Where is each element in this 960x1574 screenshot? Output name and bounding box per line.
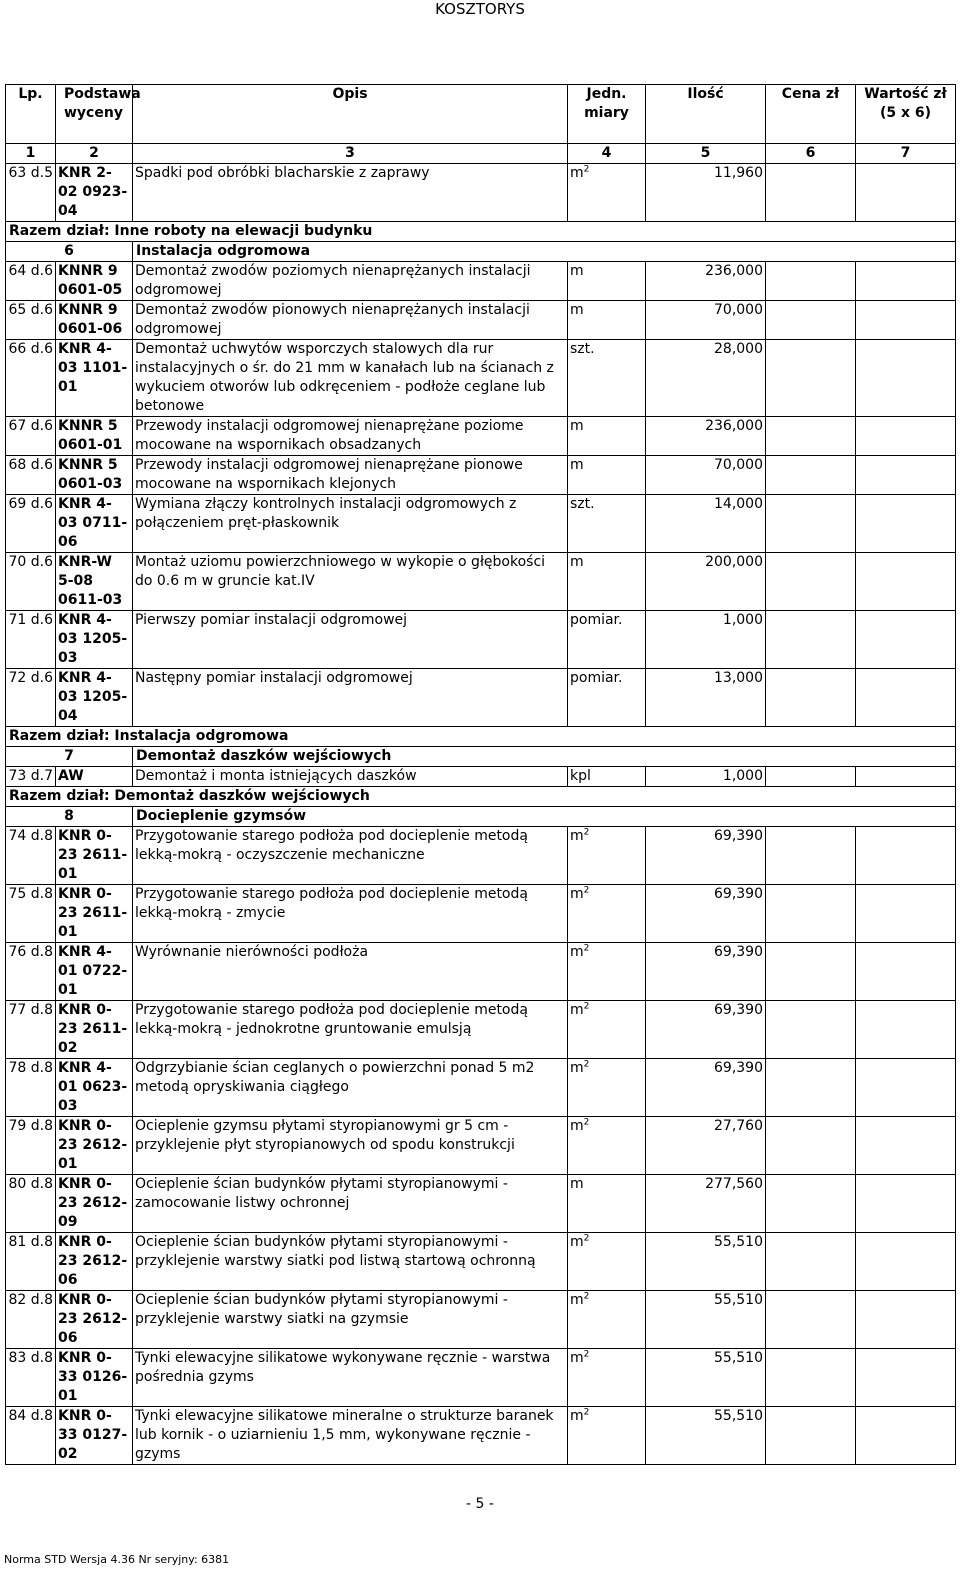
section-title: Demontaż daszków wejściowych (133, 747, 956, 767)
page-title: KOSZTORYS (435, 0, 525, 18)
item-quantity: 70,000 (646, 301, 766, 340)
section-total-label: Razem dział: Inne roboty na elewacji budynku (6, 222, 956, 242)
header-unit: Jedn. miary (568, 85, 646, 144)
cost-estimate-table (5, 84, 956, 1465)
item-unit: kpl (568, 767, 646, 787)
item-quantity: 200,000 (646, 553, 766, 611)
item-quantity: 1,000 (646, 767, 766, 787)
item-description: Przewody instalacji odgromowej nienaprężane pionowe mocowane na wspornikach klejonych (133, 456, 568, 495)
item-lp: 64 d.6 (6, 262, 56, 301)
item-unit: $m^2$ (568, 943, 646, 1001)
item-unit: $m^2$ (568, 164, 646, 222)
table-row (6, 1059, 956, 1117)
item-description: Przygotowanie starego podłoża pod docieplenie metodą lekką-mokrą - oczyszczenie mechaniczne (133, 827, 568, 885)
table-row (6, 262, 956, 301)
item-price (766, 1117, 856, 1175)
item-quantity: 69,390 (646, 885, 766, 943)
col-number: 3 (133, 144, 568, 164)
item-price (766, 611, 856, 669)
table-row (6, 611, 956, 669)
item-value (856, 456, 956, 495)
item-unit: $m^2$ (568, 1349, 646, 1407)
item-basis: KNNR 5 0601-01 (56, 417, 133, 456)
item-description: Demontaż i monta istniejących daszków (133, 767, 568, 787)
item-unit: $m^2$ (568, 1001, 646, 1059)
item-description: Wymiana złączy kontrolnych instalacji odgromowych z połączeniem pręt-płaskownik (133, 495, 568, 553)
table-row (6, 456, 956, 495)
table-row (6, 553, 956, 611)
header-row (6, 85, 956, 144)
item-lp: 70 d.6 (6, 553, 56, 611)
section-title: Instalacja odgromowa (133, 242, 956, 262)
section-title: Docieplenie gzymsów (133, 807, 956, 827)
item-description: Następny pomiar instalacji odgromowej (133, 669, 568, 727)
item-quantity: 13,000 (646, 669, 766, 727)
item-price (766, 767, 856, 787)
item-basis: KNR 4-03 1205-03 (56, 611, 133, 669)
item-quantity: 27,760 (646, 1117, 766, 1175)
item-basis: KNR 4-03 1205-04 (56, 669, 133, 727)
item-unit: m (568, 301, 646, 340)
section-total-label: Razem dział: Demontaż daszków wejściowych (6, 787, 956, 807)
item-lp: 72 d.6 (6, 669, 56, 727)
item-value (856, 1349, 956, 1407)
item-value (856, 340, 956, 417)
col-number: 5 (646, 144, 766, 164)
table-row (6, 164, 956, 222)
item-description: Ocieplenie ścian budynków płytami styropianowymi - przyklejenie warstwy siatki na gzymsie (133, 1291, 568, 1349)
item-description: Demontaż uchwytów wsporczych stalowych dla rur instalacyjnych o śr. do 21 mm w kanałach lub na ścianach z wykuciem otworów lub odkręceniem - podłoże ceglane lub betonowe (133, 340, 568, 417)
header-value: Wartość zł (5 x 6) (856, 85, 956, 144)
item-unit: szt. (568, 340, 646, 417)
table-row (6, 301, 956, 340)
item-value (856, 827, 956, 885)
item-price (766, 1291, 856, 1349)
item-description: Tynki elewacyjne silikatowe wykonywane ręcznie - warstwa pośrednia gzyms (133, 1349, 568, 1407)
item-basis: KNR 0-23 2612-01 (56, 1117, 133, 1175)
item-value (856, 1291, 956, 1349)
item-lp: 67 d.6 (6, 417, 56, 456)
item-price (766, 1407, 856, 1465)
item-basis: KNNR 5 0601-03 (56, 456, 133, 495)
item-description: Przygotowanie starego podłoża pod docieplenie metodą lekką-mokrą - jednokrotne gruntowanie emulsją (133, 1001, 568, 1059)
item-unit: $m^2$ (568, 1117, 646, 1175)
table-row (6, 1291, 956, 1349)
item-price (766, 1175, 856, 1233)
col-number: 1 (6, 144, 56, 164)
item-quantity: 236,000 (646, 417, 766, 456)
section-total-row (6, 727, 956, 747)
item-quantity: 277,560 (646, 1175, 766, 1233)
item-price (766, 885, 856, 943)
item-basis: KNR 4-03 1101-01 (56, 340, 133, 417)
item-price (766, 1059, 856, 1117)
table-row (6, 669, 956, 727)
col-number: 6 (766, 144, 856, 164)
item-unit: $m^2$ (568, 827, 646, 885)
item-value (856, 262, 956, 301)
item-value (856, 1001, 956, 1059)
table-row (6, 1117, 956, 1175)
item-basis: KNR 0-23 2611-01 (56, 827, 133, 885)
item-unit: $m^2$ (568, 885, 646, 943)
item-description: Wyrównanie nierówności podłoża (133, 943, 568, 1001)
item-unit: m (568, 417, 646, 456)
col-number: 4 (568, 144, 646, 164)
item-price (766, 553, 856, 611)
item-value (856, 553, 956, 611)
header-price: Cena zł (766, 85, 856, 144)
item-basis: KNR 0-23 2612-09 (56, 1175, 133, 1233)
item-value (856, 417, 956, 456)
item-lp: 77 d.8 (6, 1001, 56, 1059)
item-unit: szt. (568, 495, 646, 553)
table-row (6, 340, 956, 417)
item-value (856, 943, 956, 1001)
item-description: Tynki elewacyjne silikatowe mineralne o strukturze baranek lub kornik - o uziarnieniu 1,5 mm, wykonywane ręcznie - gzyms (133, 1407, 568, 1465)
column-number-row (6, 144, 956, 164)
item-value (856, 669, 956, 727)
section-total-row (6, 222, 956, 242)
item-lp: 82 d.8 (6, 1291, 56, 1349)
item-basis: KNR 0-23 2612-06 (56, 1291, 133, 1349)
item-basis: KNR 4-01 0722-01 (56, 943, 133, 1001)
item-value (856, 301, 956, 340)
item-unit: m (568, 262, 646, 301)
footer-text: Norma STD Wersja 4.36 Nr seryjny: 6381 (4, 1553, 230, 1566)
item-lp: 75 d.8 (6, 885, 56, 943)
item-value (856, 1233, 956, 1291)
item-lp: 66 d.6 (6, 340, 56, 417)
table-row (6, 885, 956, 943)
item-unit: $m^2$ (568, 1407, 646, 1465)
table-row (6, 495, 956, 553)
header-desc: Opis (133, 85, 568, 144)
item-lp: 65 d.6 (6, 301, 56, 340)
item-basis: KNR 0-23 2611-02 (56, 1001, 133, 1059)
section-total-row (6, 787, 956, 807)
item-description: Ocieplenie ścian budynków płytami styropianowymi - zamocowanie listwy ochronnej (133, 1175, 568, 1233)
item-price (766, 340, 856, 417)
item-basis: KNNR 9 0601-05 (56, 262, 133, 301)
item-price (766, 669, 856, 727)
item-basis: KNR 2-02 0923-04 (56, 164, 133, 222)
item-unit: $m^2$ (568, 1059, 646, 1117)
item-lp: 83 d.8 (6, 1349, 56, 1407)
item-lp: 63 d.5 (6, 164, 56, 222)
item-quantity: 69,390 (646, 1059, 766, 1117)
item-basis: AW (56, 767, 133, 787)
item-price (766, 301, 856, 340)
item-quantity: 69,390 (646, 943, 766, 1001)
item-lp: 69 d.6 (6, 495, 56, 553)
item-basis: KNR-W 5-08 0611-03 (56, 553, 133, 611)
item-lp: 76 d.8 (6, 943, 56, 1001)
item-price (766, 827, 856, 885)
table-row (6, 1175, 956, 1233)
item-description: Pierwszy pomiar instalacji odgromowej (133, 611, 568, 669)
item-basis: KNR 4-03 0711-06 (56, 495, 133, 553)
item-description: Demontaż zwodów pionowych nienaprężanych instalacji odgromowej (133, 301, 568, 340)
section-total-label: Razem dział: Instalacja odgromowa (6, 727, 956, 747)
header-basis: Podstawa wyceny (56, 85, 133, 144)
item-value (856, 495, 956, 553)
header-qty: Ilość (646, 85, 766, 144)
header-lp: Lp. (6, 85, 56, 144)
col-number: 2 (56, 144, 133, 164)
item-unit: m (568, 456, 646, 495)
item-quantity: 55,510 (646, 1407, 766, 1465)
item-lp: 78 d.8 (6, 1059, 56, 1117)
table-row (6, 1001, 956, 1059)
item-unit: $m^2$ (568, 1291, 646, 1349)
item-value (856, 885, 956, 943)
item-lp: 84 d.8 (6, 1407, 56, 1465)
item-lp: 80 d.8 (6, 1175, 56, 1233)
table-row (6, 417, 956, 456)
item-description: Ocieplenie ścian budynków płytami styropianowymi - przyklejenie warstwy siatki pod listwą startową ochronną (133, 1233, 568, 1291)
item-description: Przygotowanie starego podłoża pod docieplenie metodą lekką-mokrą - zmycie (133, 885, 568, 943)
item-quantity: 236,000 (646, 262, 766, 301)
item-description: Spadki pod obróbki blacharskie z zaprawy (133, 164, 568, 222)
item-quantity: 55,510 (646, 1349, 766, 1407)
item-unit: m (568, 553, 646, 611)
item-lp: 74 d.8 (6, 827, 56, 885)
table-row (6, 943, 956, 1001)
page-number: - 5 - (466, 1496, 494, 1512)
item-lp: 71 d.6 (6, 611, 56, 669)
item-lp: 73 d.7 (6, 767, 56, 787)
item-price (766, 943, 856, 1001)
item-description: Przewody instalacji odgromowej nienaprężane poziome mocowane na wspornikach obsadzanych (133, 417, 568, 456)
section-header-row (6, 242, 956, 262)
section-header-row (6, 807, 956, 827)
section-number: 6 (6, 242, 133, 262)
item-quantity: 55,510 (646, 1291, 766, 1349)
item-unit: m (568, 1175, 646, 1233)
section-number: 8 (6, 807, 133, 827)
item-quantity: 55,510 (646, 1233, 766, 1291)
table-row (6, 827, 956, 885)
item-price (766, 417, 856, 456)
item-basis: KNNR 9 0601-06 (56, 301, 133, 340)
item-value (856, 1407, 956, 1465)
item-description: Montaż uziomu powierzchniowego w wykopie o głębokości do 0.6 m w gruncie kat.IV (133, 553, 568, 611)
item-value (856, 1059, 956, 1117)
item-basis: KNR 0-23 2612-06 (56, 1233, 133, 1291)
table-row (6, 1349, 956, 1407)
table-row (6, 1407, 956, 1465)
item-price (766, 1349, 856, 1407)
item-value (856, 1117, 956, 1175)
item-price (766, 262, 856, 301)
item-value (856, 1175, 956, 1233)
table-row (6, 767, 956, 787)
item-price (766, 1001, 856, 1059)
item-price (766, 1233, 856, 1291)
item-quantity: 69,390 (646, 1001, 766, 1059)
item-quantity: 11,960 (646, 164, 766, 222)
section-number: 7 (6, 747, 133, 767)
item-description: Demontaż zwodów poziomych nienaprężanych instalacji odgromowej (133, 262, 568, 301)
item-price (766, 164, 856, 222)
item-basis: KNR 0-33 0126-01 (56, 1349, 133, 1407)
item-unit: pomiar. (568, 669, 646, 727)
item-lp: 81 d.8 (6, 1233, 56, 1291)
table-row (6, 1233, 956, 1291)
item-lp: 79 d.8 (6, 1117, 56, 1175)
item-description: Odgrzybianie ścian ceglanych o powierzchni ponad 5 m2 metodą opryskiwania ciągłego (133, 1059, 568, 1117)
item-basis: KNR 4-01 0623-03 (56, 1059, 133, 1117)
item-basis: KNR 0-23 2611-01 (56, 885, 133, 943)
item-quantity: 69,390 (646, 827, 766, 885)
item-quantity: 1,000 (646, 611, 766, 669)
item-quantity: 28,000 (646, 340, 766, 417)
item-quantity: 14,000 (646, 495, 766, 553)
item-unit: $m^2$ (568, 1233, 646, 1291)
item-value (856, 767, 956, 787)
item-price (766, 495, 856, 553)
item-value (856, 164, 956, 222)
item-price (766, 456, 856, 495)
item-unit: pomiar. (568, 611, 646, 669)
col-number: 7 (856, 144, 956, 164)
section-header-row (6, 747, 956, 767)
item-quantity: 70,000 (646, 456, 766, 495)
item-lp: 68 d.6 (6, 456, 56, 495)
item-basis: KNR 0-33 0127-02 (56, 1407, 133, 1465)
item-description: Ocieplenie gzymsu płytami styropianowymi gr 5 cm - przyklejenie płyt styropianowych od spodu konstrukcji (133, 1117, 568, 1175)
item-value (856, 611, 956, 669)
